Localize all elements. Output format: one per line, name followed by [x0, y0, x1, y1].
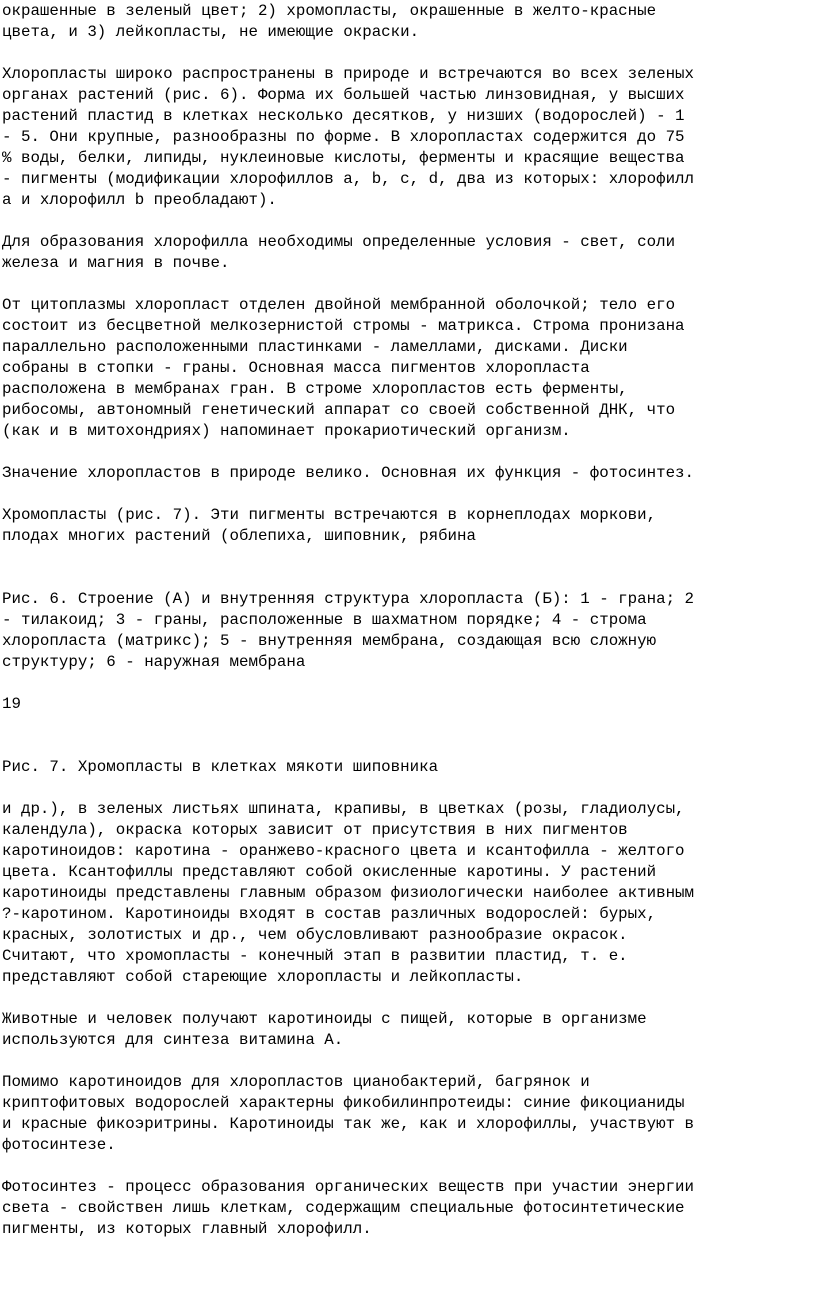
paragraph-phycobiliproteins: Помимо каротиноидов для хлоропластов цианобактерий, багрянок и криптофитовых водорослей характерны фикобилинпротеиды: синие фикоцианиды и красные фикоэритрины. Каротиноиды так же, как и хлорофиллы, участвуют в фотосинтезе. — [2, 1073, 695, 1154]
page-number: 19 — [2, 695, 21, 713]
document-page — [2, 0, 814, 1238]
paragraph-chloroplast-structure: От цитоплазмы хлоропласт отделен двойной мембранной оболочкой; тело его состоит из бесцветной мелкозернистой стромы - матрикса. Строма пронизана параллельно расположенными пластинками - ламеллами, дисками. Диски собраны в стопки - граны. Основная масса пигментов хлоропласта расположена в мембранах гран. В строме хлоропластов есть ферменты, рибосомы, автономный генетический аппарат со своей собственной ДНК, что (как и в митохондриях) напоминает прокариотический организм. — [2, 296, 685, 440]
paragraph-animals-carotenoids: Животные и человек получают каротиноиды с пищей, которые в организме используются для синтеза витамина А. — [2, 1010, 647, 1049]
paragraph-photosynthesis: Фотосинтез - процесс образования органических веществ при участии энергии света - свойствен лишь клеткам, содержащим специальные фотосинтетические пигменты, из которых главный хлорофилл. — [2, 1178, 695, 1238]
paragraph-plastid-types: окрашенные в зеленый цвет; 2) хромопласты, окрашенные в желто-красные цвета, и 3) лейкопласты, не имеющие окраски. — [2, 2, 657, 41]
figure-caption-6: Рис. 6. Строение (А) и внутренняя структура хлоропласта (Б): 1 - грана; 2 - тилакоид; 3 - граны, расположенные в шахматном порядке; 4 - строма хлоропласта (матрикс); 5 - внутренняя мембрана, создающая всю сложную структуру; 6 - наружная мембрана — [2, 590, 695, 671]
paragraph-chlorophyll-conditions: Для образования хлорофилла необходимы определенные условия - свет, соли железа и магния в почве. — [2, 233, 676, 272]
paragraph-carotenoids: и др.), в зеленых листьях шпината, крапивы, в цветках (розы, гладиолусы, календула), окраска которых зависит от присутствия в них пигментов каротиноидов: каротина - оранжево-красного цвета и ксантофилла - желтого цвета. Ксантофиллы представляют собой окисленные каротины. У растений каротиноиды представлены главным образом физиологически наиболее активным ?-каротином. Каротиноиды входят в состав различных водорослей: бурых, красных, золотистых и др., чем обусловливают разнообразие окрасок. Считают, что хромопласты - конечный этап в развитии пластид, т. е. представляют собой стареющие хлоропласты и лейкопласты. — [2, 800, 695, 986]
figure-caption-7: Рис. 7. Хромопласты в клетках мякоти шиповника — [2, 758, 439, 776]
paragraph-chloroplast-function: Значение хлоропластов в природе велико. Основная их функция - фотосинтез. — [2, 464, 695, 482]
paragraph-chloroplasts: Хлоропласты широко распространены в природе и встречаются во всех зеленых органах растений (рис. 6). Форма их большей частью линзовидная, у высших растений пластид в клетках несколько десятков, у низших (водорослей) - 1 - 5. Они крупные, разнообразны по форме. В хлоропластах содержится до 75 % воды, белки, липиды, нуклеиновые кислоты, ферменты и красящие вещества - пигменты (модификации хлорофиллов a, b, c, d, два из которых: хлорофилл a и хлорофилл b преобладают). — [2, 65, 695, 209]
paragraph-chromoplasts-intro: Хромопласты (рис. 7). Эти пигменты встречаются в корнеплодах моркови, плодах многих растений (облепиха, шиповник, рябина — [2, 506, 657, 545]
